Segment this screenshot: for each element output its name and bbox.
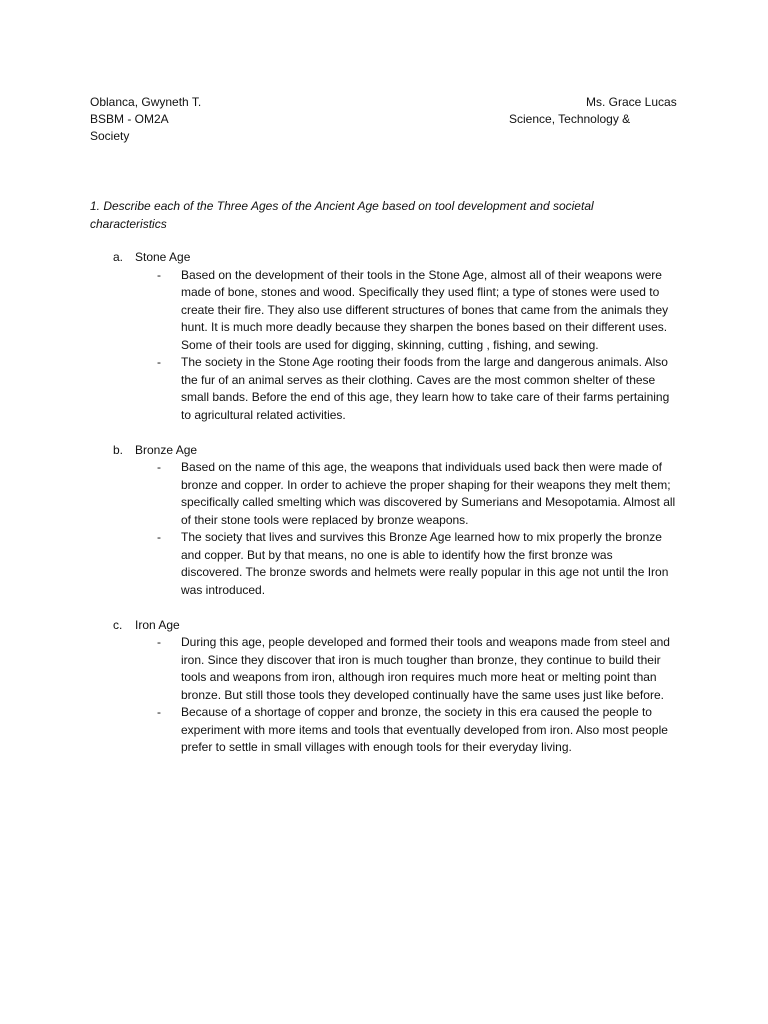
section-letter: c. — [113, 617, 123, 632]
dash-marker: - — [157, 355, 161, 369]
section-bronze-age — [90, 442, 690, 600]
list-item — [90, 634, 677, 704]
bullet-text: Based on the name of this age, the weapons that individuals used back then were made of bronze and copper. In order to achieve the proper shaping for their weapons they melt them; specifically called smelting which was discovered by Sumerians and Mesopotamia. Almost all of their stone tools were replaced by bronze weapons. — [181, 460, 676, 527]
section-heading — [90, 442, 690, 460]
dash-marker: - — [157, 705, 161, 719]
bullet-list — [90, 459, 690, 599]
list-item — [90, 459, 677, 529]
student-name: Oblanca, Gwyneth T. — [90, 95, 202, 109]
section-letter: b. — [113, 442, 124, 457]
bullet-text: During this age, people developed and formed their tools and weapons made from steel and iron. Since they discover that iron is much tougher than bronze, they continue to build their tools and weapons from iron, although iron requires much more heat or melting point than bronze. But still those tools they developed continually have the same uses just like before. — [181, 635, 670, 702]
section-stone-age — [90, 249, 690, 424]
subject-line-1: Science, Technology & — [509, 112, 631, 126]
dash-marker: - — [157, 635, 161, 649]
section-iron-age — [90, 617, 690, 757]
subject-line-2: Society — [90, 129, 130, 143]
dash-marker: - — [157, 460, 161, 474]
bullet-text: The society in the Stone Age rooting their foods from the large and dangerous animals. Also the fur of an animal serves as their clothing. Caves are the most common shelter of these small bands. Before the end of this age, they learn how to take care of their farms pertaining to agricultural related activities. — [181, 355, 670, 422]
list-item — [90, 354, 677, 424]
bullet-list — [90, 267, 690, 425]
section-heading — [90, 617, 690, 635]
list-item — [90, 704, 677, 757]
dash-marker: - — [157, 530, 161, 544]
question-prompt: 1. Describe each of the Three Ages of the Ancient Age based on tool development and societal characteristics — [90, 199, 594, 231]
section-title: Stone Age — [135, 250, 191, 264]
bullet-text: The society that lives and survives this Bronze Age learned how to mix properly the bronze and copper. But by that means, no one is able to identify how the first bronze was discovered. The bronze swords and helmets were really popular in this age not until the Iron was introduced. — [181, 530, 669, 597]
bullet-text: Because of a shortage of copper and bronze, the society in this era caused the people to experiment with more items and tools that eventually developed from iron. Also most people prefer to settle in small villages with enough tools for their everyday living. — [181, 705, 668, 754]
list-item — [90, 267, 677, 355]
section-title: Bronze Age — [135, 442, 198, 457]
dash-marker: - — [157, 267, 161, 282]
list-item — [90, 529, 677, 599]
bullet-text: Based on the development of their tools in the Stone Age, almost all of their weapons were made of bone, stones and wood. Specifically they used flint; a type of stones were used to create their fire. They also use different structures of bones that came from the animals they hunt. It is much more deadly because they sharpen the bones based on their different uses. Some of their tools are used for digging, skinning, cutting , fishing, and sewing. — [181, 267, 669, 352]
bullet-list — [90, 634, 690, 757]
class-section: BSBM - OM2A — [90, 112, 169, 126]
teacher-name: Ms. Grace Lucas — [586, 95, 677, 109]
section-letter: a. — [113, 250, 124, 264]
answer-body — [90, 249, 690, 774]
section-heading — [90, 249, 690, 267]
section-title: Iron Age — [135, 617, 180, 632]
